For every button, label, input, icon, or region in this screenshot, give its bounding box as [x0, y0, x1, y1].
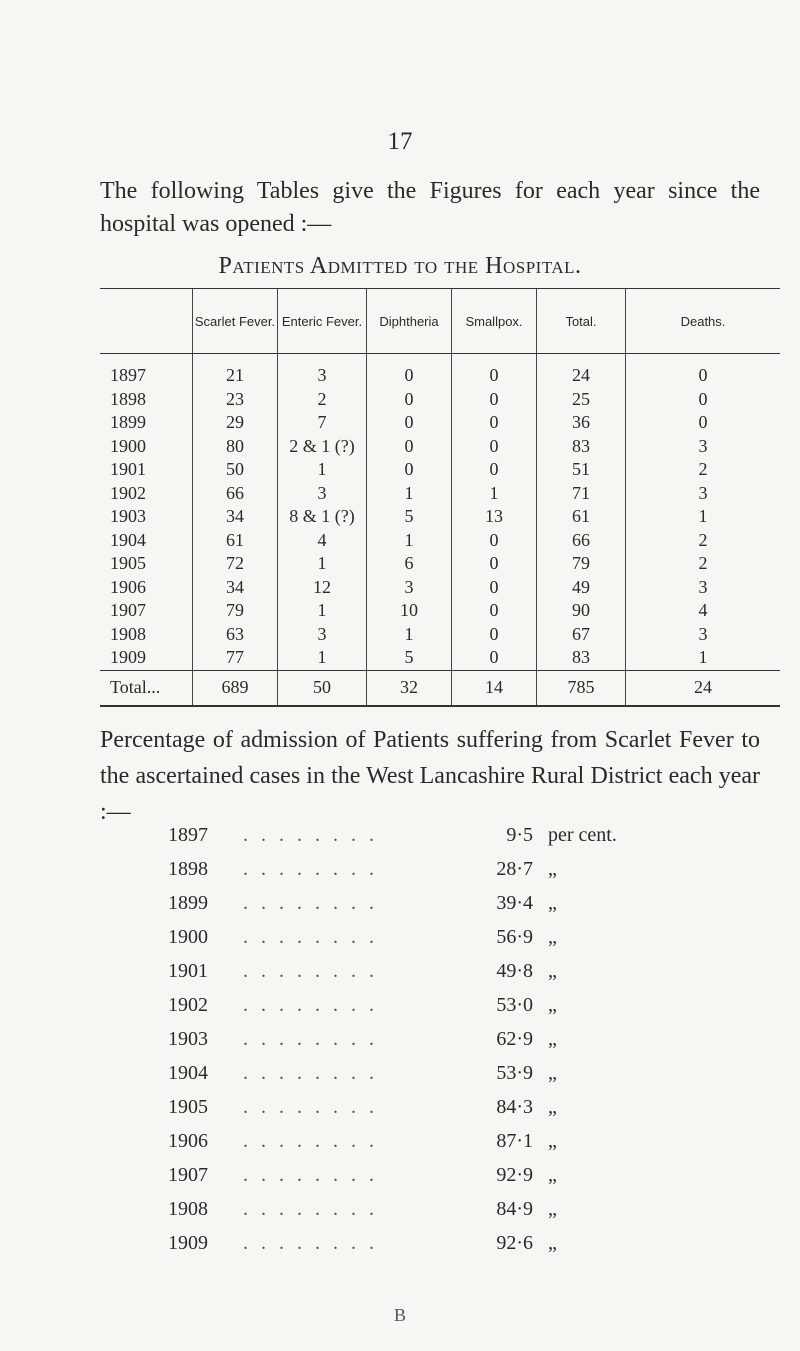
cell-deaths: 2: [626, 529, 781, 553]
cell-deaths: 3: [626, 576, 781, 600]
cell-enteric-fever: 8 & 1 (?): [278, 505, 367, 529]
percentage-year: 1898: [168, 857, 208, 880]
table-row: [100, 529, 780, 553]
percentage-row: [168, 886, 688, 920]
total-label: Total...: [100, 670, 193, 706]
cell-smallpox: 0: [452, 529, 537, 553]
leader-dots: . . . . . . . .: [243, 1129, 378, 1152]
cell-deaths: 1: [626, 505, 781, 529]
cell-year: 1909: [110, 647, 146, 668]
cell-diphtheria: 1: [367, 623, 452, 647]
leader-dots: . . . . . . . .: [243, 1197, 378, 1220]
percentage-year: 1904: [168, 1061, 208, 1084]
leader-dots: . . . . . . . .: [243, 857, 378, 880]
percentage-row: [168, 1158, 688, 1192]
cell-total: 61: [537, 505, 626, 529]
cell-scarlet-fever: 72: [193, 552, 278, 576]
cell-smallpox: 0: [452, 576, 537, 600]
cell-scarlet-fever: 29: [193, 411, 278, 435]
percentage-unit: „: [548, 1095, 557, 1118]
cell-year: 1901: [110, 459, 146, 480]
table-row: [100, 354, 780, 388]
cell-total: 66: [537, 529, 626, 553]
table-row: [100, 435, 780, 459]
percentage-value: 84·3: [496, 1095, 533, 1118]
cell-total: 67: [537, 623, 626, 647]
percentage-unit: „: [548, 1197, 557, 1220]
percentage-list: [168, 818, 688, 1260]
cell-enteric-fever: 4: [278, 529, 367, 553]
percentage-year: 1905: [168, 1095, 208, 1118]
cell-year: 1897: [110, 365, 146, 386]
leader-dots: . . . . . . . .: [243, 1027, 378, 1050]
percentage-row: [168, 988, 688, 1022]
percentage-unit: „: [548, 1027, 557, 1050]
percentage-unit: „: [548, 1061, 557, 1084]
percentage-year: 1901: [168, 959, 208, 982]
cell-enteric-fever: 1: [278, 599, 367, 623]
percentage-value: 92·9: [496, 1163, 533, 1186]
percentage-value: 84·9: [496, 1197, 533, 1220]
cell-year: 1906: [110, 576, 146, 597]
cell-smallpox: 0: [452, 458, 537, 482]
cell-smallpox: 0: [452, 599, 537, 623]
intro-paragraph: The following Tables give the Figures for each year since the hospital was opened :—: [100, 178, 760, 237]
cell-diphtheria: 5: [367, 505, 452, 529]
percentage-unit: per cent.: [548, 823, 617, 846]
total-diphtheria: 32: [367, 670, 452, 706]
cell-enteric-fever: 1: [278, 552, 367, 576]
table-row: [100, 552, 780, 576]
total-total: 785: [537, 670, 626, 706]
table-row: [100, 458, 780, 482]
cell-scarlet-fever: 23: [193, 388, 278, 412]
table-row: [100, 388, 780, 412]
percentage-row: [168, 1056, 688, 1090]
cell-diphtheria: 0: [367, 411, 452, 435]
percentage-row: [168, 1226, 688, 1260]
cell-year: 1902: [110, 482, 146, 503]
percentage-row: [168, 1124, 688, 1158]
cell-diphtheria: 0: [367, 458, 452, 482]
percentage-value: 62·9: [496, 1027, 533, 1050]
cell-total: 90: [537, 599, 626, 623]
table-row: [100, 576, 780, 600]
cell-total: 36: [537, 411, 626, 435]
cell-enteric-fever: 2: [278, 388, 367, 412]
footer-mark: B: [393, 1305, 406, 1325]
percentage-unit: „: [548, 993, 557, 1016]
header-year: [100, 289, 193, 354]
cell-smallpox: 0: [452, 552, 537, 576]
cell-diphtheria: 3: [367, 576, 452, 600]
cell-smallpox: 1: [452, 482, 537, 506]
cell-diphtheria: 0: [367, 435, 452, 459]
percentage-value: 56·9: [496, 925, 533, 948]
percentage-unit: „: [548, 925, 557, 948]
cell-smallpox: 0: [452, 411, 537, 435]
percentage-value: 92·6: [496, 1231, 533, 1254]
cell-year: 1905: [110, 553, 146, 574]
table-row: [100, 599, 780, 623]
percentage-year: 1907: [168, 1163, 208, 1186]
cell-scarlet-fever: 34: [193, 576, 278, 600]
total-scarlet-fever: 689: [193, 670, 278, 706]
percentage-year: 1900: [168, 925, 208, 948]
cell-year: 1899: [110, 412, 146, 433]
percentage-row: [168, 920, 688, 954]
percentage-unit: „: [548, 1231, 557, 1254]
cell-scarlet-fever: 80: [193, 435, 278, 459]
cell-scarlet-fever: 21: [193, 354, 278, 388]
percentage-row: [168, 818, 688, 852]
cell-diphtheria: 0: [367, 354, 452, 388]
header-deaths: Deaths.: [626, 289, 781, 354]
percentage-year: 1903: [168, 1027, 208, 1050]
percentage-row: [168, 954, 688, 988]
percentage-row: [168, 852, 688, 886]
cell-diphtheria: 5: [367, 646, 452, 670]
cell-deaths: 2: [626, 552, 781, 576]
cell-scarlet-fever: 61: [193, 529, 278, 553]
cell-total: 49: [537, 576, 626, 600]
percentage-year: 1902: [168, 993, 208, 1016]
cell-smallpox: 0: [452, 354, 537, 388]
leader-dots: . . . . . . . .: [243, 1095, 378, 1118]
percentage-value: 39·4: [496, 891, 533, 914]
header-scarlet-fever: Scarlet Fever.: [193, 289, 278, 354]
cell-deaths: 3: [626, 623, 781, 647]
cell-deaths: 3: [626, 482, 781, 506]
cell-smallpox: 13: [452, 505, 537, 529]
cell-diphtheria: 1: [367, 529, 452, 553]
cell-enteric-fever: 3: [278, 354, 367, 388]
cell-diphtheria: 10: [367, 599, 452, 623]
cell-deaths: 3: [626, 435, 781, 459]
cell-year: 1907: [110, 600, 146, 621]
percentage-unit: „: [548, 1163, 557, 1186]
cell-diphtheria: 0: [367, 388, 452, 412]
percentage-value: 28·7: [496, 857, 533, 880]
percentage-year: 1909: [168, 1231, 208, 1254]
cell-enteric-fever: 2 & 1 (?): [278, 435, 367, 459]
table-total-row: [100, 670, 780, 706]
percentage-unit: „: [548, 891, 557, 914]
leader-dots: . . . . . . . .: [243, 925, 378, 948]
cell-deaths: 0: [626, 354, 781, 388]
percentage-row: [168, 1192, 688, 1226]
page-number: 17: [387, 128, 413, 155]
percentage-year: 1897: [168, 823, 208, 846]
leader-dots: . . . . . . . .: [243, 891, 378, 914]
cell-smallpox: 0: [452, 623, 537, 647]
table-row: [100, 411, 780, 435]
percentage-value: 49·8: [496, 959, 533, 982]
leader-dots: . . . . . . . .: [243, 823, 378, 846]
cell-enteric-fever: 3: [278, 482, 367, 506]
total-enteric-fever: 50: [278, 670, 367, 706]
percentage-value: 53·0: [496, 993, 533, 1016]
percentage-row: [168, 1022, 688, 1056]
percentage-year: 1908: [168, 1197, 208, 1220]
patients-admitted-table: [100, 288, 780, 707]
percentage-year: 1899: [168, 891, 208, 914]
cell-scarlet-fever: 79: [193, 599, 278, 623]
cell-enteric-fever: 7: [278, 411, 367, 435]
percentage-unit: „: [548, 857, 557, 880]
cell-total: 51: [537, 458, 626, 482]
table-header-row: [100, 289, 780, 354]
leader-dots: . . . . . . . .: [243, 1163, 378, 1186]
cell-scarlet-fever: 77: [193, 646, 278, 670]
cell-scarlet-fever: 50: [193, 458, 278, 482]
cell-enteric-fever: 1: [278, 458, 367, 482]
cell-deaths: 2: [626, 458, 781, 482]
table-row: [100, 646, 780, 670]
leader-dots: . . . . . . . .: [243, 1061, 378, 1084]
table-row: [100, 505, 780, 529]
percentage-value: 87·1: [496, 1129, 533, 1152]
percentage-value: 9·5: [506, 823, 533, 846]
cell-deaths: 0: [626, 411, 781, 435]
cell-year: 1903: [110, 506, 146, 527]
cell-year: 1908: [110, 623, 146, 644]
cell-smallpox: 0: [452, 646, 537, 670]
cell-total: 71: [537, 482, 626, 506]
cell-scarlet-fever: 34: [193, 505, 278, 529]
percentage-year: 1906: [168, 1129, 208, 1152]
cell-year: 1904: [110, 529, 146, 550]
cell-total: 83: [537, 646, 626, 670]
total-deaths: 24: [626, 670, 781, 706]
cell-diphtheria: 1: [367, 482, 452, 506]
cell-year: 1898: [110, 388, 146, 409]
percentage-unit: „: [548, 1129, 557, 1152]
cell-deaths: 1: [626, 646, 781, 670]
header-diphtheria: Diphtheria: [367, 289, 452, 354]
header-smallpox: Smallpox.: [452, 289, 537, 354]
leader-dots: . . . . . . . .: [243, 1231, 378, 1254]
cell-year: 1900: [110, 435, 146, 456]
cell-smallpox: 0: [452, 435, 537, 459]
cell-total: 25: [537, 388, 626, 412]
cell-deaths: 0: [626, 388, 781, 412]
cell-scarlet-fever: 63: [193, 623, 278, 647]
table-row: [100, 482, 780, 506]
cell-total: 83: [537, 435, 626, 459]
table-row: [100, 623, 780, 647]
percentage-unit: „: [548, 959, 557, 982]
cell-diphtheria: 6: [367, 552, 452, 576]
cell-total: 79: [537, 552, 626, 576]
header-enteric-fever: Enteric Fever.: [278, 289, 367, 354]
percentage-row: [168, 1090, 688, 1124]
cell-smallpox: 0: [452, 388, 537, 412]
cell-enteric-fever: 1: [278, 646, 367, 670]
cell-deaths: 4: [626, 599, 781, 623]
leader-dots: . . . . . . . .: [243, 959, 378, 982]
table-title: Patients Admitted to the Hospital.: [218, 253, 582, 279]
cell-enteric-fever: 3: [278, 623, 367, 647]
header-total: Total.: [537, 289, 626, 354]
leader-dots: . . . . . . . .: [243, 993, 378, 1016]
percentage-value: 53·9: [496, 1061, 533, 1084]
cell-enteric-fever: 12: [278, 576, 367, 600]
cell-scarlet-fever: 66: [193, 482, 278, 506]
total-smallpox: 14: [452, 670, 537, 706]
cell-total: 24: [537, 354, 626, 388]
percentage-title: Percentage of admission of Patients suffering from Scarlet Fever to the ascertained cases in the West Lancashire Rural District each year :—: [100, 727, 760, 825]
